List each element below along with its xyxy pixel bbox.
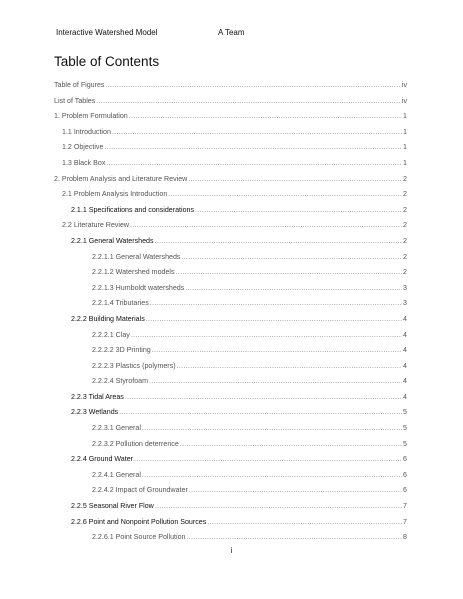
toc-leader-dots [119,408,402,416]
toc-entry-label: 2.2.2.1 Clay [92,330,130,339]
toc-leader-dots [142,471,402,479]
toc-entry-page: 2 [403,205,407,214]
toc-entry-label: 2.2.2.3 Plastics (polymers) [92,361,176,370]
toc-entry[interactable] [54,237,407,253]
toc-leader-dots [125,393,402,401]
toc-entry-label: 2.2.4.2 Impact of Groundwater [92,486,188,495]
toc-entry-label: 2.2.6 Point and Nonpoint Pollution Sources [71,517,207,526]
toc-entry-label: Table of Figures [54,81,105,89]
toc-entry[interactable] [54,128,407,144]
header-team-name: A Team [218,28,245,37]
toc-entry-label: 2.2.1.1 General Watersheds [92,252,181,261]
toc-entry-label: 2.2.3.2 Pollution deterrence [92,439,179,448]
toc-entry-page: 8 [403,533,407,542]
toc-entry-label: 2.2.1.3 Humboldt watersheds [92,283,185,292]
toc-leader-dots [188,175,402,183]
toc-entry-page: 4 [403,377,407,386]
toc-entry[interactable] [54,81,407,97]
toc-entry-page: 5 [403,424,407,433]
toc-leader-dots [185,284,402,292]
toc-entry-page: iv [401,96,407,105]
toc-entry-page: 1 [403,158,407,167]
toc-entry-page: 5 [403,439,407,448]
toc-leader-dots [96,97,401,105]
toc-leader-dots [149,377,402,385]
toc-leader-dots [129,112,402,120]
toc-leader-dots [168,190,402,198]
toc-leader-dots [180,440,402,448]
toc-entry-label: 2.2.2.4 Styrofoam [92,377,148,386]
toc-entry-page: 4 [403,361,407,370]
toc-leader-dots [104,143,402,151]
toc-entry[interactable] [54,440,407,456]
toc-entry[interactable] [54,206,407,222]
toc-entry-page: 4 [403,330,407,339]
toc-entry-page: 1 [403,112,407,121]
toc-entry[interactable] [54,346,407,362]
toc-entry[interactable] [54,377,407,393]
toc-leader-dots [177,362,402,370]
toc-leader-dots [152,346,402,354]
toc-entry-page: 2 [403,236,407,245]
toc-entry[interactable] [54,331,407,347]
toc-leader-dots [106,159,402,167]
toc-entry[interactable] [54,268,407,284]
toc-leader-dots [186,533,402,541]
toc-leader-dots [134,455,402,463]
toc-entry-label: 2.1.1 Specifications and considerations [71,205,195,214]
toc-entry-label: 2.2.3 Tidal Areas [71,392,124,401]
toc-entry[interactable] [54,455,407,471]
toc-entry-label: 2.2.4 Ground Water [71,455,134,464]
toc-leader-dots [207,518,402,526]
toc-leader-dots [105,81,400,89]
toc-entry[interactable] [54,175,407,191]
toc-entry[interactable] [54,143,407,159]
toc-entry[interactable] [54,284,407,300]
toc-entry-label: 2.2.5 Seasonal River Flow [71,502,154,511]
toc-entry[interactable] [54,221,407,237]
toc-entry-label: 2.2.3 Wetlands [71,408,119,417]
toc-entry-label: 2.2.2.2 3D Printing [92,346,151,355]
toc-entry[interactable] [54,315,407,331]
toc-entry-page: 6 [403,470,407,479]
toc-leader-dots [142,424,402,432]
toc-entry[interactable] [54,362,407,378]
toc-entry[interactable] [54,502,407,518]
toc-entry-page: 4 [403,392,407,401]
toc-entry-label: 2.2.2 Building Materials [71,314,145,323]
table-of-contents [54,81,407,549]
toc-entry-page: 2 [403,174,407,183]
header-document-title: Interactive Watershed Model [56,28,158,37]
toc-leader-dots [181,253,402,261]
toc-entry[interactable] [54,97,407,113]
toc-entry-label: 1. Problem Formulation [54,112,128,121]
toc-entry-label: 2.2 Literature Review [62,221,130,230]
page-number: i [230,546,233,555]
toc-leader-dots [155,502,402,510]
toc-entry[interactable] [54,299,407,315]
toc-entry-label: 2.2.4.1 General [92,470,141,479]
toc-entry-label: 2.2.1.4 Tributaries [92,299,149,308]
toc-leader-dots [195,206,402,214]
toc-entry-page: 7 [403,517,407,526]
toc-leader-dots [112,128,402,136]
toc-entry[interactable] [54,518,407,534]
toc-entry[interactable] [54,190,407,206]
page-header [56,28,245,37]
toc-leader-dots [146,315,402,323]
toc-entry-page: 3 [403,283,407,292]
toc-title: Table of Contents [54,54,160,69]
toc-entry-page: 6 [403,455,407,464]
toc-entry[interactable] [54,112,407,128]
toc-leader-dots [130,221,402,229]
toc-entry-label: 2.2.1 General Watersheds [71,236,154,245]
toc-entry-label: 1.1 Introduction [62,127,111,136]
toc-entry-label: 2.1 Problem Analysis Introduction [62,190,168,199]
toc-entry[interactable] [54,486,407,502]
toc-entry-page: 2 [403,252,407,261]
toc-entry-label: 1.2 Objective [62,143,104,152]
toc-entry-page: iv [401,81,407,89]
toc-entry[interactable] [54,424,407,440]
toc-entry[interactable] [54,408,407,424]
toc-entry-label: 2. Problem Analysis and Literature Review [54,174,188,183]
toc-entry-label: 2.2.3.1 General [92,424,141,433]
toc-entry-page: 4 [403,314,407,323]
toc-entry[interactable] [54,253,407,269]
toc-leader-dots [189,486,402,494]
toc-entry[interactable] [54,159,407,175]
toc-leader-dots [131,331,402,339]
toc-entry-page: 1 [403,127,407,136]
toc-entry-page: 4 [403,346,407,355]
toc-entry-page: 3 [403,299,407,308]
toc-entry-label: List of Tables [54,96,96,105]
toc-entry-label: 1.3 Black Box [62,158,106,167]
toc-entry-page: 7 [403,502,407,511]
toc-leader-dots [150,299,402,307]
toc-entry-page: 5 [403,408,407,417]
toc-entry-label: 2.2.6.1 Point Source Pollution [92,533,186,542]
toc-entry-label: 2.2.1.2 Watershed models [92,268,175,277]
toc-entry[interactable] [54,393,407,409]
toc-entry-page: 2 [403,221,407,230]
toc-entry-page: 2 [403,268,407,277]
toc-entry-page: 1 [403,143,407,152]
toc-leader-dots [155,237,403,245]
toc-entry-page: 2 [403,190,407,199]
toc-leader-dots [176,268,403,276]
toc-entry-page: 6 [403,486,407,495]
toc-entry[interactable] [54,471,407,487]
